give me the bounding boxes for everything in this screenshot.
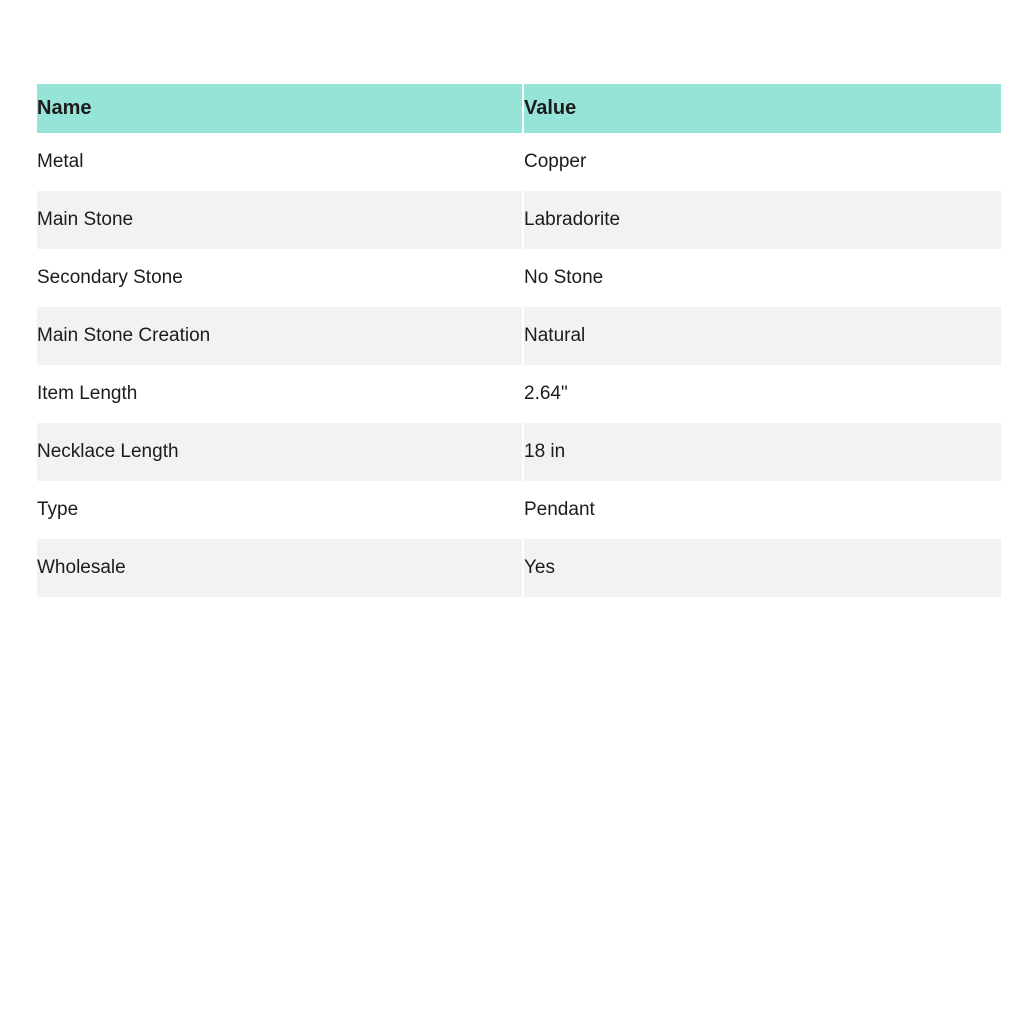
table-row [37, 133, 1001, 191]
table-header-row [37, 84, 1001, 133]
row-value-cell: Natural [523, 307, 1001, 365]
table-row [37, 307, 1001, 365]
table-row [37, 249, 1001, 307]
row-name-cell: Wholesale [37, 539, 523, 597]
table-row [37, 365, 1001, 423]
table-row [37, 423, 1001, 481]
row-value-cell: Labradorite [523, 191, 1001, 249]
table-header-name: Name [37, 84, 523, 133]
table-row [37, 481, 1001, 539]
row-name-cell: Main Stone Creation [37, 307, 523, 365]
row-name-cell: Necklace Length [37, 423, 523, 481]
table-row [37, 539, 1001, 597]
table-row [37, 191, 1001, 249]
row-value-cell: No Stone [523, 249, 1001, 307]
row-name-cell: Type [37, 481, 523, 539]
row-value-cell: Yes [523, 539, 1001, 597]
spec-table [37, 84, 1001, 597]
row-name-cell: Main Stone [37, 191, 523, 249]
row-value-cell: 2.64" [523, 365, 1001, 423]
row-value-cell: Copper [523, 133, 1001, 191]
row-value-cell: 18 in [523, 423, 1001, 481]
row-name-cell: Metal [37, 133, 523, 191]
table-header-value: Value [523, 84, 1001, 133]
row-value-cell: Pendant [523, 481, 1001, 539]
row-name-cell: Secondary Stone [37, 249, 523, 307]
row-name-cell: Item Length [37, 365, 523, 423]
